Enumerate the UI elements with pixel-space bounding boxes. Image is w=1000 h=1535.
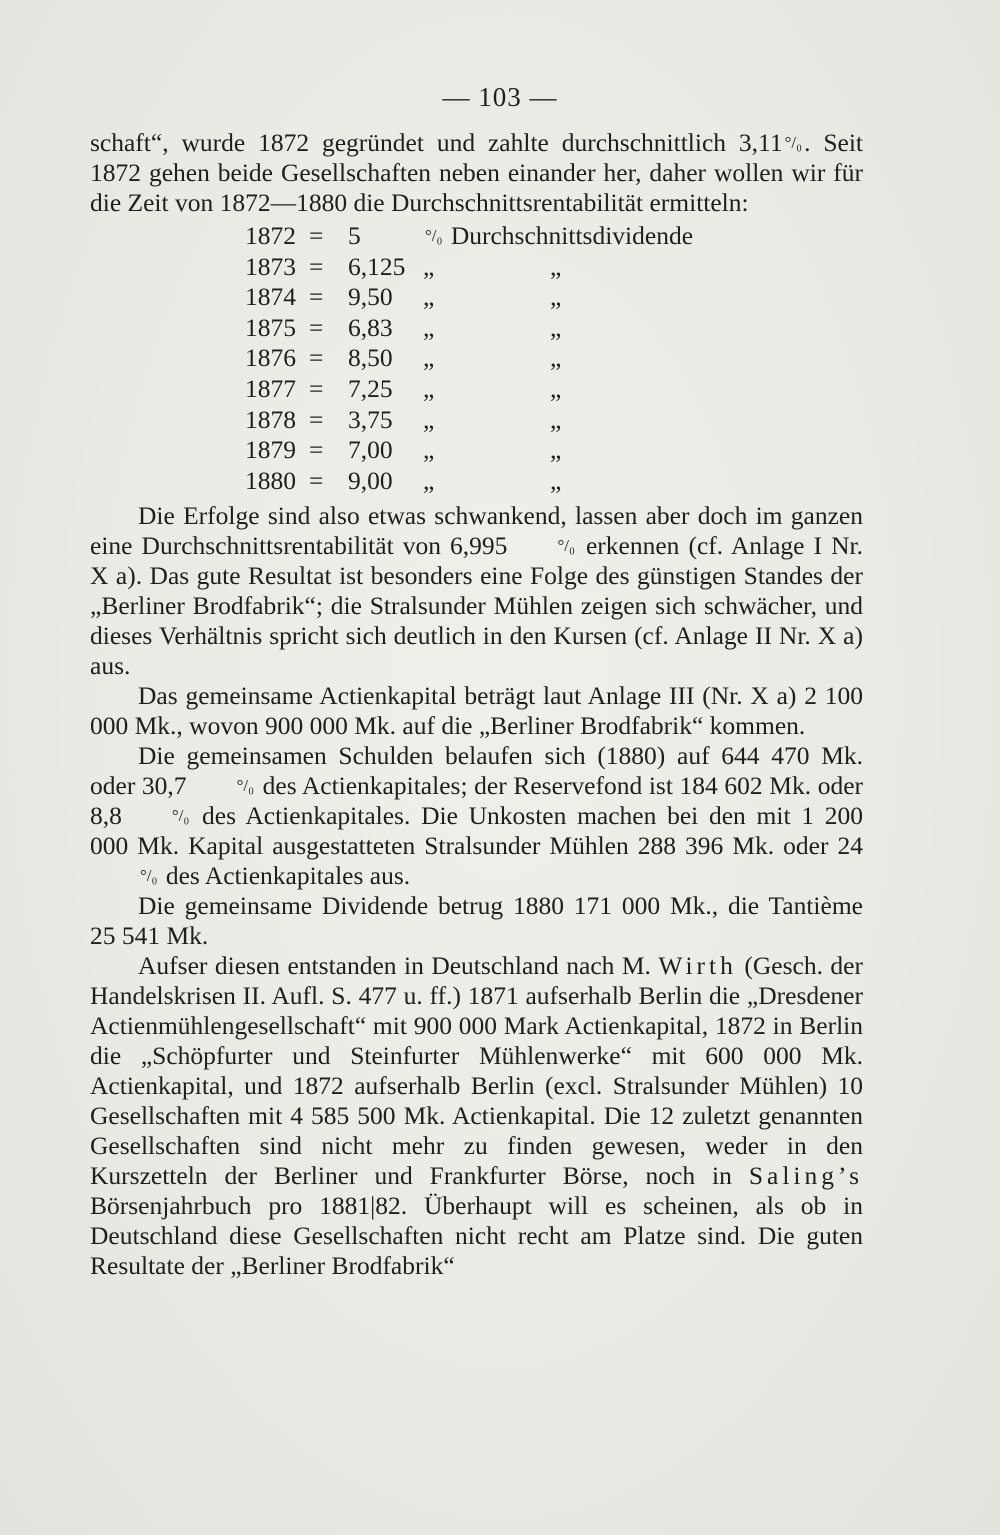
equals-sign: = <box>309 312 324 342</box>
paragraph-debts <box>90 741 863 891</box>
paragraph-other-companies <box>90 951 863 1281</box>
ditto-mark: „ <box>423 312 435 342</box>
table-row <box>90 282 863 313</box>
ditto-mark: „ <box>550 282 562 312</box>
table-row <box>90 313 863 344</box>
ditto-mark: „ <box>550 404 562 434</box>
percent-sign: °/₀ <box>171 806 190 826</box>
equals-sign: = <box>309 465 324 495</box>
equals-sign: = <box>309 221 324 250</box>
dividend-value: 9,00 <box>348 465 393 495</box>
table-row <box>90 374 863 405</box>
ditto-mark: „ <box>423 465 435 495</box>
dividend-value: 7,25 <box>348 373 393 403</box>
dividend-table <box>90 221 863 496</box>
ditto-mark: „ <box>550 343 562 373</box>
ditto-mark: „ <box>423 251 435 281</box>
intro-text-2: . Seit 1872 gehen beide Gesellschaften neben einander her, daher wollen wir für die Zeit von 1872—1880 die Durchschnittsrentabilität ermitteln: <box>90 128 863 217</box>
equals-sign: = <box>309 343 324 373</box>
dividend-value: 5 <box>348 221 361 250</box>
year-cell: 1876 <box>245 343 296 373</box>
paragraph-text: des Actienkapitales. Die Unkosten machen bei den mit 1 200 000 Mk. Kapital ausgestatteten Stralsunder Mühlen 288 396 Mk. oder 24 <box>90 801 863 861</box>
body-text <box>90 128 863 1281</box>
ditto-mark: „ <box>550 465 562 495</box>
ditto-mark: „ <box>550 373 562 403</box>
intro-paragraph <box>90 128 863 218</box>
year-cell: 1875 <box>245 312 296 342</box>
ditto-mark: „ <box>550 435 562 465</box>
paragraph-text: (Gesch. der Handelskrisen II. Aufl. S. 477 u. ff.) 1871 aufserhalb Berlin die „Dresdener Actienmühlengesellschaft“ mit 900 000 Mark Actienkapital, 1872 in Berlin die „Schöpfurter und Steinfurter Mühlenwerke“ mit 600 000 Mk. Actienkapital, und 1872 aufserhalb Berlin (excl. Stralsunder Mühlen) 10 Gesellschaften mit 4 585 500 Mk. Actienkapital. Die 12 zuletzt genannten Gesellschaften sind nicht mehr zu finden gewesen, weder in den Kurszetteln der Berliner und Frankfurter Börse, noch in <box>90 951 863 1191</box>
table-row <box>90 343 863 374</box>
dividend-label <box>423 221 693 251</box>
equals-sign: = <box>309 435 324 465</box>
year-cell: 1877 <box>245 373 296 403</box>
ditto-mark: „ <box>423 373 435 403</box>
page-number: — 103 — <box>442 82 558 112</box>
table-row <box>90 466 863 497</box>
year-cell: 1878 <box>245 404 296 434</box>
year-cell: 1880 <box>245 465 296 495</box>
paragraph-text: des Actienkapitales; der Reservefond ist 184 602 Mk. oder 8,8 <box>90 771 864 831</box>
percent-sign: °/₀ <box>140 866 158 886</box>
ditto-mark: „ <box>550 312 562 342</box>
percent-sign: °/₀ <box>236 776 255 796</box>
dividend-value: 9,50 <box>348 282 393 312</box>
paragraph-text: Börsenjahrbuch pro 1881|82. Überhaupt will es scheinen, als ob in Deutschland diese Gesellschaften nicht recht am Platze sind. Die guten Resultate der „Berliner Brodfabrik“ <box>90 1191 863 1281</box>
dividend-value: 6,83 <box>348 312 393 342</box>
ditto-mark: „ <box>423 343 435 373</box>
dividend-value: 3,75 <box>348 404 393 434</box>
paragraph-text: Die gemeinsamen Schulden belaufen sich (1880) auf 644 470 Mk. oder 30,7 <box>90 741 863 801</box>
table-row <box>90 435 863 466</box>
percent-sign: °/₀ <box>425 226 443 245</box>
publication-name: Saling’s <box>748 1161 863 1191</box>
paragraph-dividend: Die gemeinsame Dividende betrug 1880 171 000 Mk., die Tantième 25 541 Mk. <box>90 891 863 951</box>
equals-sign: = <box>309 251 324 281</box>
table-row <box>90 221 863 252</box>
equals-sign: = <box>309 404 324 434</box>
percent-sign: °/₀ <box>784 133 803 152</box>
author-name: Wirth <box>658 951 737 981</box>
percent-sign: °/₀ <box>557 536 575 556</box>
paragraph-text: des Actienkapitales aus. <box>159 861 411 891</box>
paragraph-capital: Das gemeinsame Actienkapital beträgt laut Anlage III (Nr. X a) 2 100 000 Mk., wovon 900 000 Mk. auf die „Berliner Brodfabrik“ kommen. <box>90 681 863 741</box>
year-cell: 1874 <box>245 282 296 312</box>
intro-text-1: schaft“, wurde 1872 gegründet und zahlte durchschnittlich 3,11 <box>90 128 783 157</box>
ditto-mark: „ <box>550 251 562 281</box>
paragraph-results <box>90 501 863 681</box>
dividend-value: 8,50 <box>348 343 393 373</box>
year-cell: 1879 <box>245 435 296 465</box>
ditto-mark: „ <box>423 435 435 465</box>
label-text: Durchschnittsdividende <box>450 221 694 250</box>
table-row <box>90 252 863 283</box>
table-row <box>90 405 863 436</box>
paragraph-text: Aufser diesen entstanden in Deutschland nach M. <box>138 951 659 981</box>
dividend-value: 7,00 <box>348 435 393 465</box>
year-cell: 1872 <box>245 221 296 250</box>
paragraph-text: Die Erfolge sind also etwas schwankend, lassen aber doch im ganzen eine Durchschnittsrentabilität von 6,995 <box>90 501 863 561</box>
dividend-value: 6,125 <box>348 251 406 281</box>
equals-sign: = <box>309 373 324 403</box>
year-cell: 1873 <box>245 251 296 281</box>
equals-sign: = <box>309 282 324 312</box>
ditto-mark: „ <box>423 282 435 312</box>
ditto-mark: „ <box>423 404 435 434</box>
paragraph-text: erkennen (cf. Anlage I Nr. X a). Das gute Resultat ist besonders eine Folge des günstigen Standes der „Berliner Brodfabrik“; die Stralsunder Mühlen zeigen sich schwächer, und dieses Verhältnis spricht sich deutlich in den Kursen (cf. Anlage II Nr. X a) aus. <box>90 531 863 681</box>
